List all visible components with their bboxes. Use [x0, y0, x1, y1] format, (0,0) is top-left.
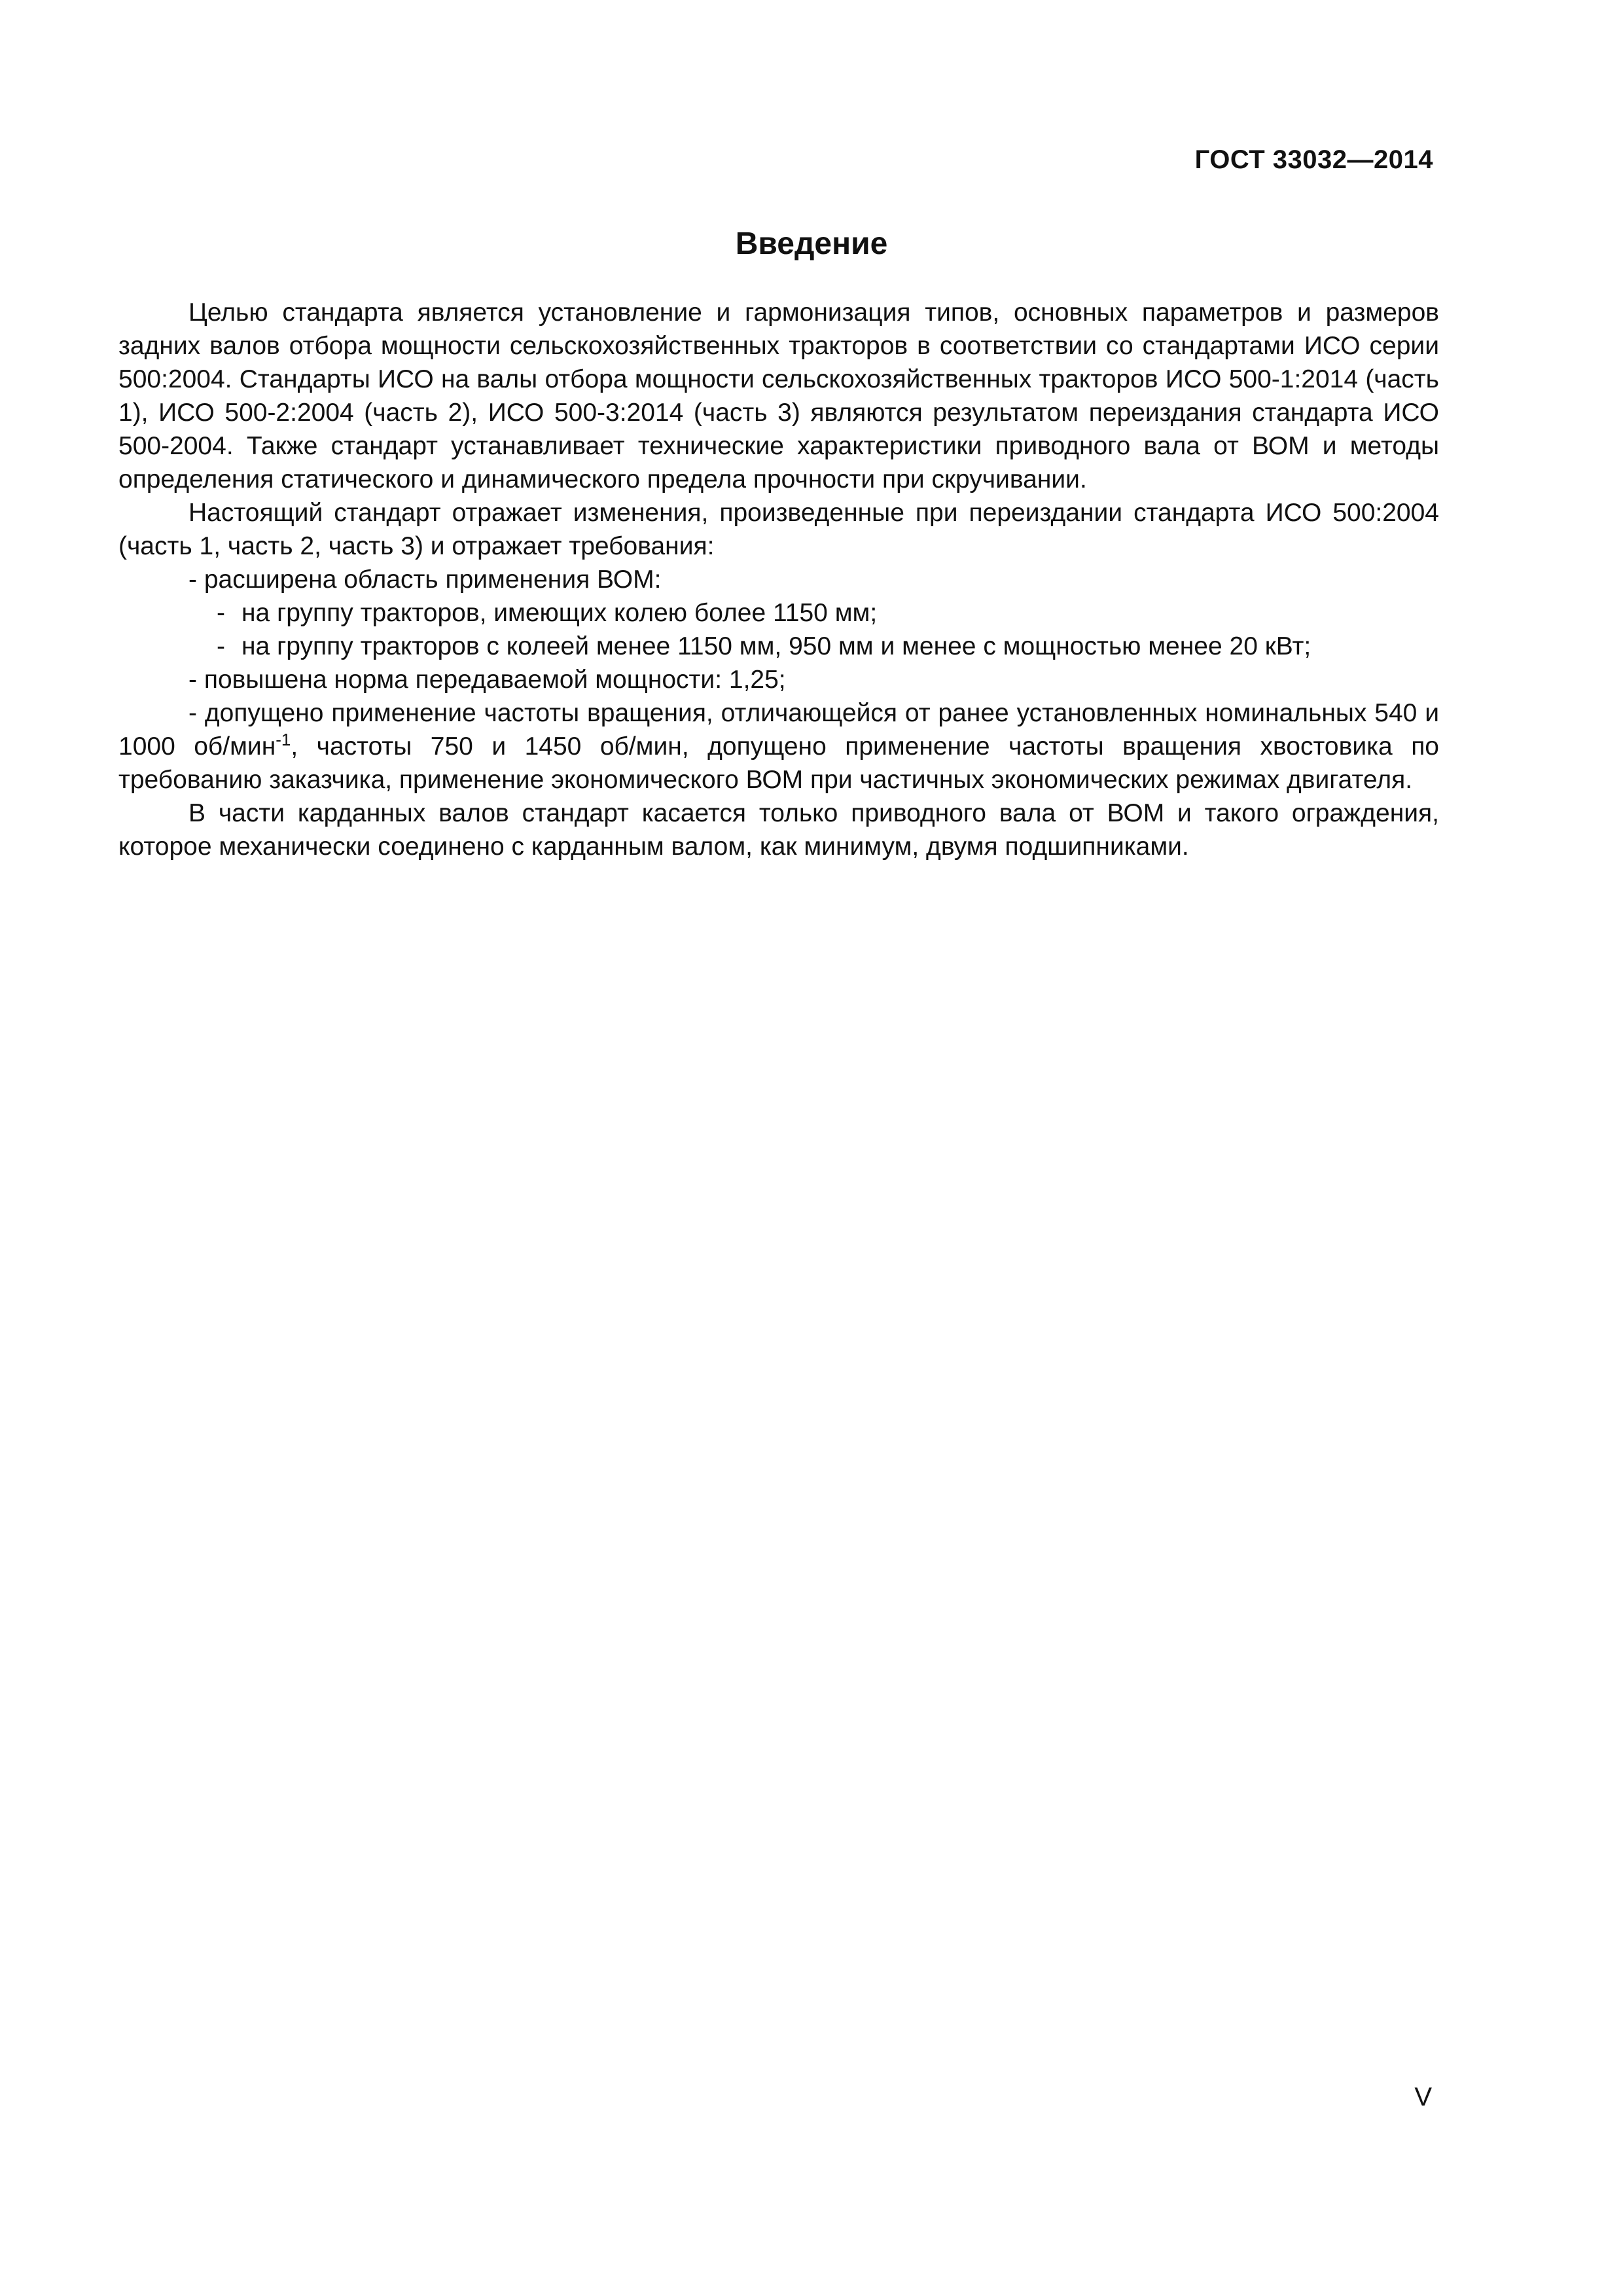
sub-item-narrow-track — [118, 630, 1439, 663]
unit-exponent: -1 — [276, 730, 291, 749]
document-code-header: ГОСТ 33032—2014 — [1194, 145, 1433, 174]
sub-item-dash: - — [217, 599, 225, 627]
section-title: Введение — [735, 226, 888, 261]
introduction-body — [118, 296, 1439, 863]
intro-paragraph-changes: Настоящий стандарт отражает изменения, произведенные при переиздании стандарта ИСО 500:2004 (часть 1, часть 2, часть 3) и отражает требования: — [118, 499, 1439, 560]
intro-paragraph-purpose: Целью стандарта является установление и гармонизация типов, основных параметров и размеров задних валов отбора мощности сельскохозяйственных тракторов в соответствии со стандартами ИСО серии 500:2004. Стандарты ИСО на валы отбора мощности сельскохозяйственных тракторов ИСО 500-1:2014 (часть 1), ИСО 500-2:2004 (часть 2), ИСО 500-3:2014 (часть 3) являются результатом переиздания стандарта ИСО 500-2004. Также стандарт устанавливает технические характеристики приводного вала от ВОМ и методы определения статического и динамического предела прочности при скручивании. — [118, 298, 1439, 493]
sub-item-text: на группу тракторов, имеющих колею более 1150 мм; — [241, 599, 878, 627]
sub-item-wide-track — [118, 596, 1439, 630]
sub-item-dash: - — [217, 632, 225, 660]
list-item-rotation-speed — [118, 696, 1439, 797]
list-item-power-norm: - повышена норма передаваемой мощности: 1,25; — [188, 666, 786, 694]
page-number: V — [1414, 2083, 1432, 2111]
sub-item-text: на группу тракторов с колеей менее 1150 мм, 950 мм и менее с мощностью менее 20 кВт; — [241, 632, 1311, 660]
rotation-speed-text-start: - допущено применение частоты вращения, отличающейся от ранее установленных номинальных 540 и 1000 об/мин — [118, 699, 1439, 761]
list-item-scope-extended: - расширена область применения ВОМ: — [188, 565, 662, 594]
intro-paragraph-cardan-shafts: В части карданных валов стандарт касается только приводного вала от ВОМ и такого ограждения, которое механически соединено с карданным валом, как минимум, двумя подшипниками. — [118, 799, 1439, 861]
rotation-speed-text-end: , частоты 750 и 1450 об/мин, допущено применение частоты вращения хвостовика по требованию заказчика, применение экономического ВОМ при частичных экономических режимах двигателя. — [118, 732, 1439, 794]
